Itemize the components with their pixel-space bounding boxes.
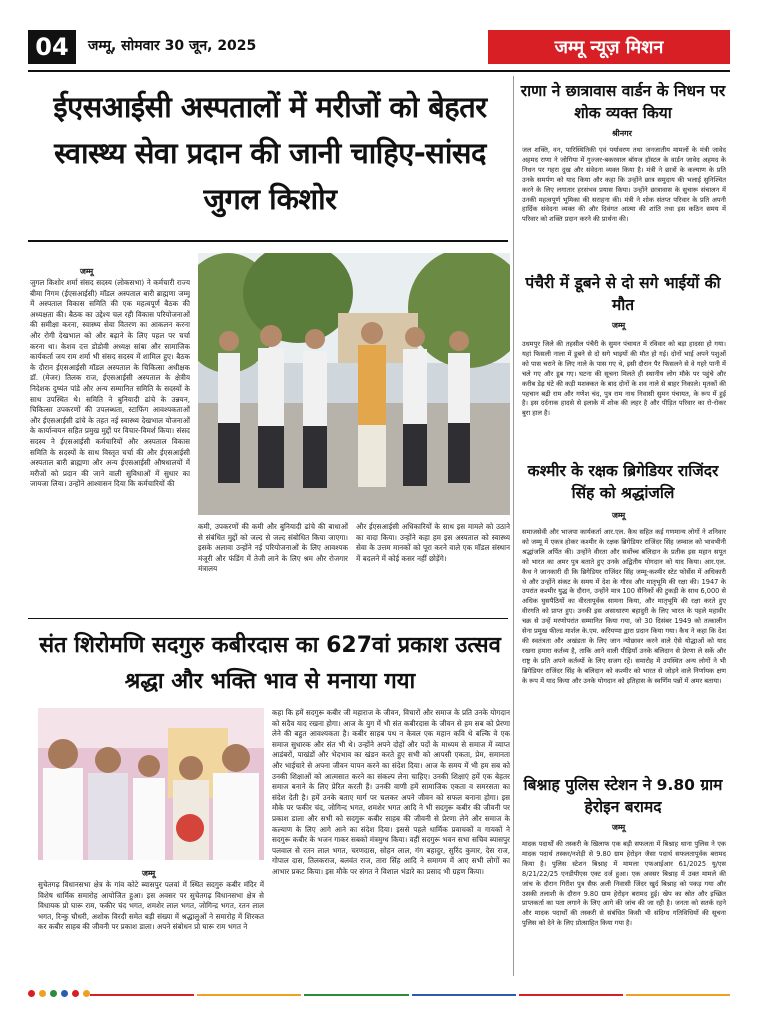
sidebar-text-4: मादक पदार्थों की तस्करी के खिलाफ एक बड़ी सफलता में बिश्नाह थाना पुलिस ने एक मादक पदार्थ तस्कर/नशेड़ी से 9.80 ग्राम हेरोइन जैसा पदार्थ सफलतापूर्वक बरामद किया है। पुलिस स्टेशन बिश्नाह में मामला एफआईआर 61/2025 यू/एस 8/21/22/25 एनडीपीएस एक्ट दर्ज हुआ। एक अवसर बिश्नाह में उक्त मामले की जांच के दौरान गिरीश पुत्र सैफ़ अली निवासी जिंदर खुर्द बिश्नाह को पकड़ गया और उसकी तलाशी के दौरान 9.80 ग्राम हेरोइन बरामद हुई। खेप का स्रोत और इच्छित प्राप्तकर्ता का पता लगाने के लिए आगे की जांच की जा रही है। जनता को सतर्क रहने और मादक पदार्थों की तस्करी से संबंधित किसी भी संदिग्ध गतिविधियों की सूचना पुलिस को देने के लिए प्रोत्साहित किया गया है। xyxy=(522,840,726,928)
second-headline: संत शिरोमणि सदगुरु कबीरदास का 627वां प्रकाश उत्सव श्रद्धा और भक्ति भाव से मनाया गया xyxy=(39,633,501,694)
sidebar-dateline-2: जम्मू xyxy=(612,321,626,330)
main-headline-rule xyxy=(28,240,508,242)
devotees-photo xyxy=(38,708,264,860)
second-story-photo xyxy=(38,708,264,860)
sidebar-headline-4: बिश्नाह पुलिस स्टेशन ने 9.80 ग्राम हेरोइन बरामद xyxy=(523,776,723,816)
column-divider xyxy=(513,76,514,976)
main-headline: ईएसआईसी अस्पतालों में मरीजों को बेहतर स्वास्थ्य सेवा प्रदान की जानी चाहिए-सांसद जुगल किशोर xyxy=(53,90,487,216)
sidebar-dateline-1: श्रीनगर xyxy=(612,129,632,138)
sidebar-dateline-4: जम्मू xyxy=(612,823,626,832)
main-story-photo xyxy=(198,253,510,515)
header-rule xyxy=(28,70,730,72)
main-story-col3: और ईएसआईसी अधिकारियों के साथ इस मामले को उठाने का वादा किया। उन्होंने कहा हम इस अस्पताल को स्वास्थ्य सेवा के उत्तम मानकों को पूरा करने वाले एक मॉडल संस्थान में बदलने में कोई कसर नहीं छोड़ेंगे। xyxy=(356,522,510,563)
sidebar-text-1: जल शक्ति, वन, पारिस्थितिकी एवं पर्यावरण तथा जनजातीय मामलों के मंत्री जावेद अहमद राणा ने जोगिया में गुज्जर-बकरवाल बॉयज हॉस्टल के वार्डन जावेद अहमद के निधन पर गहरा दुख और संवेदना व्यक्त किया है। मंत्री ने छात्रों के कल्याण के प्रति उनके समर्पण को याद किया और कहा कि उन्होंने छात्र समुदाय की भलाई सुनिश्चित करने के लिए लगातार हरसंभव प्रयास किया। उन्होंने छात्रावास के सुचारू संचालन में उनकी महत्वपूर्ण भूमिका की सराहना की। मंत्री ने शोक संतप्त परिवार के प्रति अपनी हार्दिक संवेदना व्यक्त की और दिवंगत आत्मा की शांति तथा इस कठिन समय में परिवार को शक्ति प्रदान करने की प्रार्थना की। xyxy=(522,146,726,224)
page-number: 04 xyxy=(28,30,76,64)
second-story-col-left: सुचेतगढ़ विधानसभा क्षेत्र के गांव कोटे ब्यासपुर पलवां में स्थित सदगुरु कबीर मंदिर में विशेष धार्मिक समारोह आयोजित हुआ। इस अवसर पर सुचेतगढ़ विधानसभा क्षेत्र से विधायक प्रो घारू राम, फकीर चंद भगत, शमशेर लाल भगत, जोगिन्द्र भगत, रतन लाल भगत, रिन्कु चौधरी, अशोक विरदी समेत बड़ी संख्या में श्रद्धालुओं ने समारोह में शिरकत कर कबीर साहब की जीवनी पर प्रकाश डाला। अपने संबोधन प्रो घारू राम भगत ने xyxy=(38,880,264,932)
sidebar-headline-3: कश्मीर के रक्षक ब्रिगेडियर राजिंदर सिंह को श्रद्धांजलि xyxy=(527,462,719,502)
second-story-col-right: कहा कि हमें सदगुरू कबीर जी महाराज के जीवन, विचारों और समाज के प्रति उनके योगदान को सदैव याद रखना होगा। आज के युग में भी संत कबीरदास के जीवन से हम सब को प्रेरणा लेने की बहुत आवश्यकता है। कबीर साहब पथ न केवल एक महान कवि थे बल्कि वे एक समाज सुधारक और संत भी थे। उन्होंने अपने दोहों और पदों के माध्यम से समाज में व्याप्त आडंबरों, पाखंडों और भेदभाव का खंडन करते हुए सभी को आपसी एकता, प्रेम, समानता और भाईचारे से अपना जीवन यापन करने का संदेश दिया। आज के समय में भी हम सब को उनकी शिक्षाओं को आत्मसात करने का संकल्प लेना चाहिए। उनकी शिक्षाएं हमें एक बेहतर समाज बनाने के लिए प्रेरित करती हैं। उनकी वाणी हमें सामाजिक एकता व समरसता का संदेश देती है। हमें उनके बताए मार्ग पर चलकर अपने जीवन को सफल बनाना होगा। इस मौके पर फकीर चंद, जोगिन्द भगत, शमशेर भगत आदि ने भी सदगुरू कबीर की जीवनी पर प्रकाश डाला और सभी को सदगुरू कबीर साहब की जीवनी से प्रेरणा लेने और समाज के कल्याण के लिए आगे आने का संदेश दिया। इससे पहले धार्मिक प्रवाचकों व गायकों ने सदगुरू कबीर के भजन गाकर सबको मंत्रमुग्ध किया। वहीं सदगुरू भवन सभा सचिव ब्यासपुर पलवाल से रतन लाल भगत, चरणदास, सोहन लाल, गंग बहादुर, सुरिंद कुमार, देस राज, गोपाल दास, तिलकराज, बलवंत राज, तारा सिंह आदि ने समागम में आए सभी लोगों का आभार प्रकट किया। इस मौके पर संगत ने विशाल भंडारे का प्रसाद भी ग्रहण किया। xyxy=(272,708,510,876)
main-dateline: जम्मू xyxy=(80,267,94,276)
second-dateline: जम्मू xyxy=(142,869,156,878)
publication-brand: जम्मू न्यूज़ मिशन xyxy=(488,30,730,64)
officials-visit-photo xyxy=(198,253,510,515)
page-date: जम्मू, सोमवार 30 जून, 2025 xyxy=(88,38,257,54)
sidebar-headline-2: पंचैरी में डूबने से दो सगे भाईयों की मौत xyxy=(525,274,721,314)
main-story-col2: कमी, उपकरणों की कमी और बुनियादी ढांचे की बाधाओं से संबंधित मुद्दों को जल्द से जल्द संबोधित किया जाएगा। इसके अलावा उन्होंने नई परियोजनाओं के लिए आवश्यक मंजूरी और फंडिंग में तेजी लाने के लिए श्रम और रोजगार मंत्रालय xyxy=(198,522,348,574)
sidebar-dateline-3: जम्मू xyxy=(612,511,626,520)
main-story-col1: जुगल किशोर शर्मा संसद सदस्य (लोकसभा) ने कर्मचारी राज्य बीमा निगम (ईएसआईसी) मॉडल अस्पताल बारी ब्राह्मणा जम्मू में अस्पताल विकास समिति की एक महत्वपूर्ण बैठक की अध्यक्षता की। बैठक का उद्देश्य चल रही विकास परियोजनाओं की समीक्षा करना, स्वास्थ्य सेवा वितरण का आकलन करना और रोगी देखभाल को और बढ़ाने के लिए पहल पर चर्चा करना था। केशव दत्त डोडोवी अध्यक्ष सांबा और सामाजिक कार्यकर्ता जय राम शर्मा भी संसद सदस्य में शामिल हुए। बैठक के दौरान ईएसआईसी मॉडल अस्पताल के चिकित्सा अधीक्षक डॉ. (मेजर) तिलक राज, ईएसआईसी अस्पताल के क्षेत्रीय निदेशक दुष्यंत पांडे और अन्य सम्मानित समिति के सदस्यों के साथ उपस्थित थे। समिति ने बुनियादी ढांचे के उन्नयन, चिकित्सा उपकरणों की उपलब्धता, स्टाफिंग आवश्यकताओं और ईएसआईसी ढांचे के तहत नई स्वास्थ्य देखभाल योजनाओं के कार्यान्वयन सहित प्रमुख मुद्दों पर विचार-विमर्श किया। संसद सदस्य ने ईएसआईसी कर्मचारियों और अस्पताल विकास समिति के सदस्यों के साथ विस्तृत चर्चा की और ईएसआईसी अस्पताल बारी ब्राह्मणा और अन्य ईएसआईसी औषधालयों में मरीजों को प्रदान की जाने वाली सुविधाओं में सुधार का जायजा लिया। उन्होंने आश्वासन दिया कि कर्मचारियों की xyxy=(30,278,190,489)
sidebar-text-2: उधमपुर जिले की तहसील पंचैरी के सुमन पंचायत में रविवार को बड़ा हादसा हो गया। यहां फिसली नाला में डूबने से दो सगे भाइयों की मौत हो गई। दोनों भाई अपने पशुओं को पास चराने के लिए नाले के पास गए थे, इसी दौरान पैर फिसलने से वे गहरे पानी में चले गए और डूब गए। घटना की सूचना मिलते ही स्थानीय लोग मौके पर पहुंचे और करीब डेढ़ घंटे की कड़ी मशक्कत के बाद दोनों के शव नाले से बाहर निकाले। मृतकों की पहचान बद्री राम और गणेश चंद, पुत्र राम नाथ निवासी सुमन पंचायत, के रूप में हुई है। इस दर्दनाक हादसे से इलाके में शोक की लहर है और पीड़ित परिवार का रो-रोकर बुरा हाल है। xyxy=(522,340,726,418)
footer-dots xyxy=(28,990,90,997)
section-rule xyxy=(28,618,508,619)
sidebar-text-3: समाजसेवी और भाजपा कार्यकर्ता आर.एल. कैथ सहित कई गणमान्य लोगों ने शनिवार को जम्मू में एकत्र होकर कश्मीर के रक्षक ब्रिगेडियर राजिंदर सिंह जम्वाल को भावभीनी श्रद्धांजलि अर्पित की। उन्होंने वीरता और सर्वोच्च बलिदान के प्रतीक इस महान सपूत को भारत का अमर पुत्र बताते हुए उनके अद्वितीय योगदान को याद किया। आर.एल. कैथ ने जानकारी दी कि ब्रिगेडियर राजिंदर सिंह जम्मू-कश्मीर स्टेट फोर्सेस में अधिकारी थे और उन्होंने संकट के समय में देश के गौरव और मातृभूमि की रक्षा की। 1947 के उपरांत कश्मीर युद्ध के दौरान, उन्होंने मात्र 100 सैनिकों की टुकड़ी के साथ 6,000 से अधिक घुसपैठियों का वीरतापूर्वक सामना किया, और मातृभूमि की रक्षा करते हुए वीरगति को प्राप्त हुए। उनकी इस असाधारण बहादुरी के लिए भारत के पहले महावीर चक्र से उन्हें मरणोपरांत सम्मानित किया गया, जो 30 दिसंबर 1949 को तत्कालीन सेना प्रमुख फील्ड मार्शल के.एम. करियप्पा द्वारा प्रदान किया गया। कैथ ने कहा कि देश की स्वतंत्रता और अखंडता के लिए जान न्योछावर करने वाले ऐसे योद्धाओं को याद रखना हमारा कर्तव्य है, ताकि आने वाली पीढ़ियाँ उनके बलिदान से प्रेरणा ले सकें और राष्ट्र के प्रति अपने कर्तव्यों के लिए सजग रहें। समारोह में उपस्थित अन्य लोगों ने भी ब्रिगेडियर राजिंदर सिंह के बलिदान को कश्मीर को भारत से जोड़ने वाले निर्णायक क्षण के रूप में याद किया और उनके योगदान को इतिहास के स्वर्णिम पन्नों में अमर बताया। xyxy=(522,528,726,685)
sidebar-headline-1: राणा ने छात्रावास वार्डन के निधन पर शोक व्यक्त किया xyxy=(520,82,726,122)
footer-bar xyxy=(90,992,730,998)
